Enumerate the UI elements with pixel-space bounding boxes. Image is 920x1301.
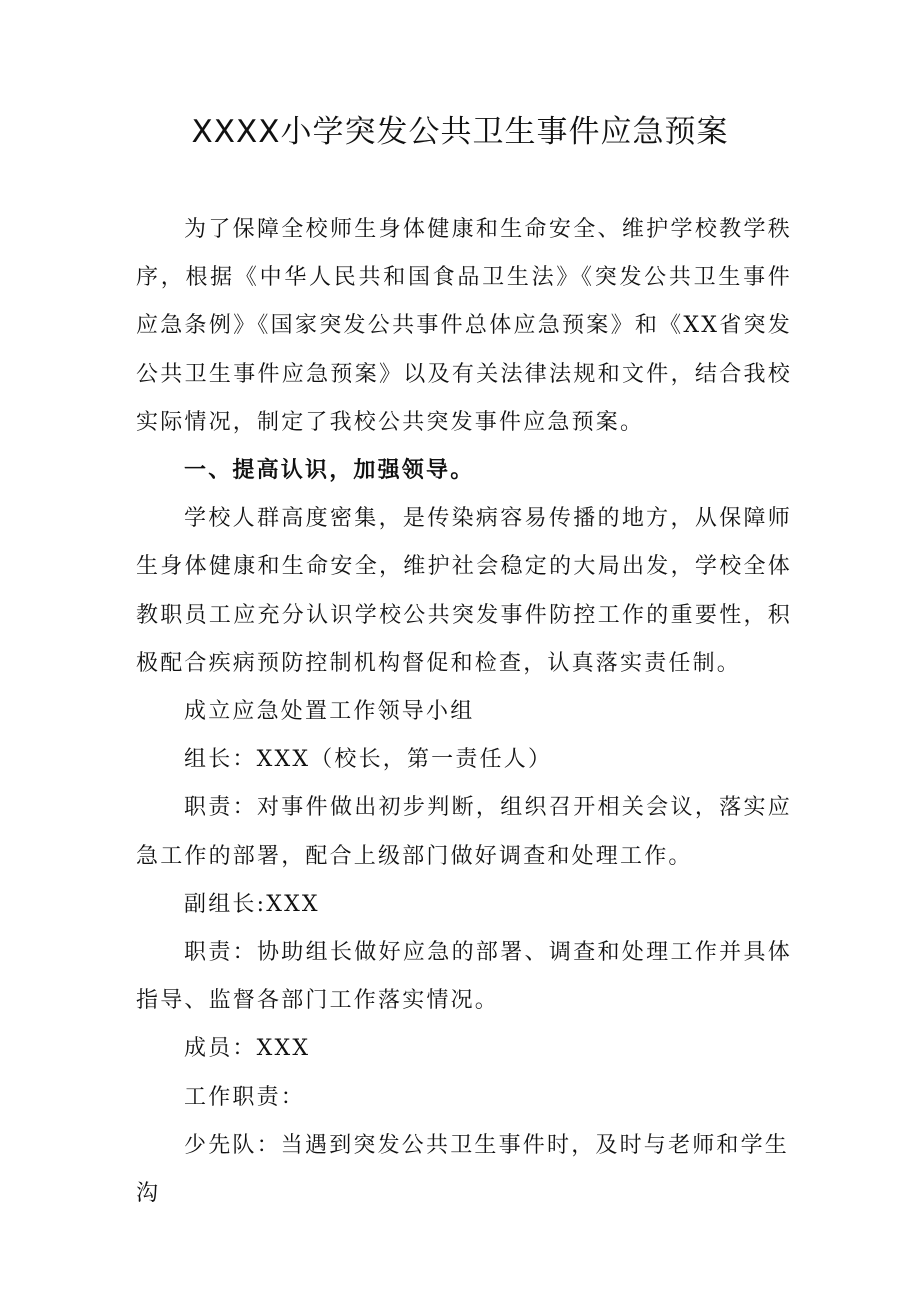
paragraph-members: 成员：XXX: [184, 1036, 311, 1062]
section-heading-1: 一、提高认识，加强领导。: [184, 458, 475, 484]
paragraph-leader-duties: 职责：对事件做出初步判断，组织召开相关会议，落实应急工作的部署，配合上级部门做好调查和处理工作。: [136, 795, 792, 869]
document-body: [136, 206, 792, 1218]
paragraph-section-1: 学校人群高度密集，是传染病容易传播的地方，从保障师生身体健康和生命安全，维护社会稳定的大局出发，学校全体教职员工应充分认识学校公共突发事件防控工作的重要性，积极配合疾病预防控制机构督促和检查，认真落实责任制。: [136, 506, 792, 676]
paragraph-deputy-leader: 副组长:XXX: [184, 891, 320, 917]
document-title: XXXX小学突发公共卫生事件应急预案: [191, 114, 729, 150]
paragraph-leadership-group: 成立应急处置工作领导小组: [184, 699, 475, 725]
paragraph-intro: 为了保障全校师生身体健康和生命安全、维护学校教学秩序，根据《中华人民共和国食品卫生法》《突发公共卫生事件应急条例》《国家突发公共事件总体应急预案》和《XX省突发公共卫生事件应急预案》以及有关法律法规和文件，结合我校实际情况，制定了我校公共突发事件应急预案。: [136, 217, 792, 435]
paragraph-young-pioneers: 少先队：当遇到突发公共卫生事件时，及时与老师和学生沟: [136, 1132, 790, 1207]
paragraph-deputy-duties: 职责：协助组长做好应急的部署、调查和处理工作并具体指导、监督各部门工作落实情况。: [136, 940, 792, 1014]
paragraph-group-leader: 组长：XXX（校长，第一责任人）: [184, 747, 553, 773]
paragraph-work-duties: 工作职责：: [184, 1084, 306, 1110]
